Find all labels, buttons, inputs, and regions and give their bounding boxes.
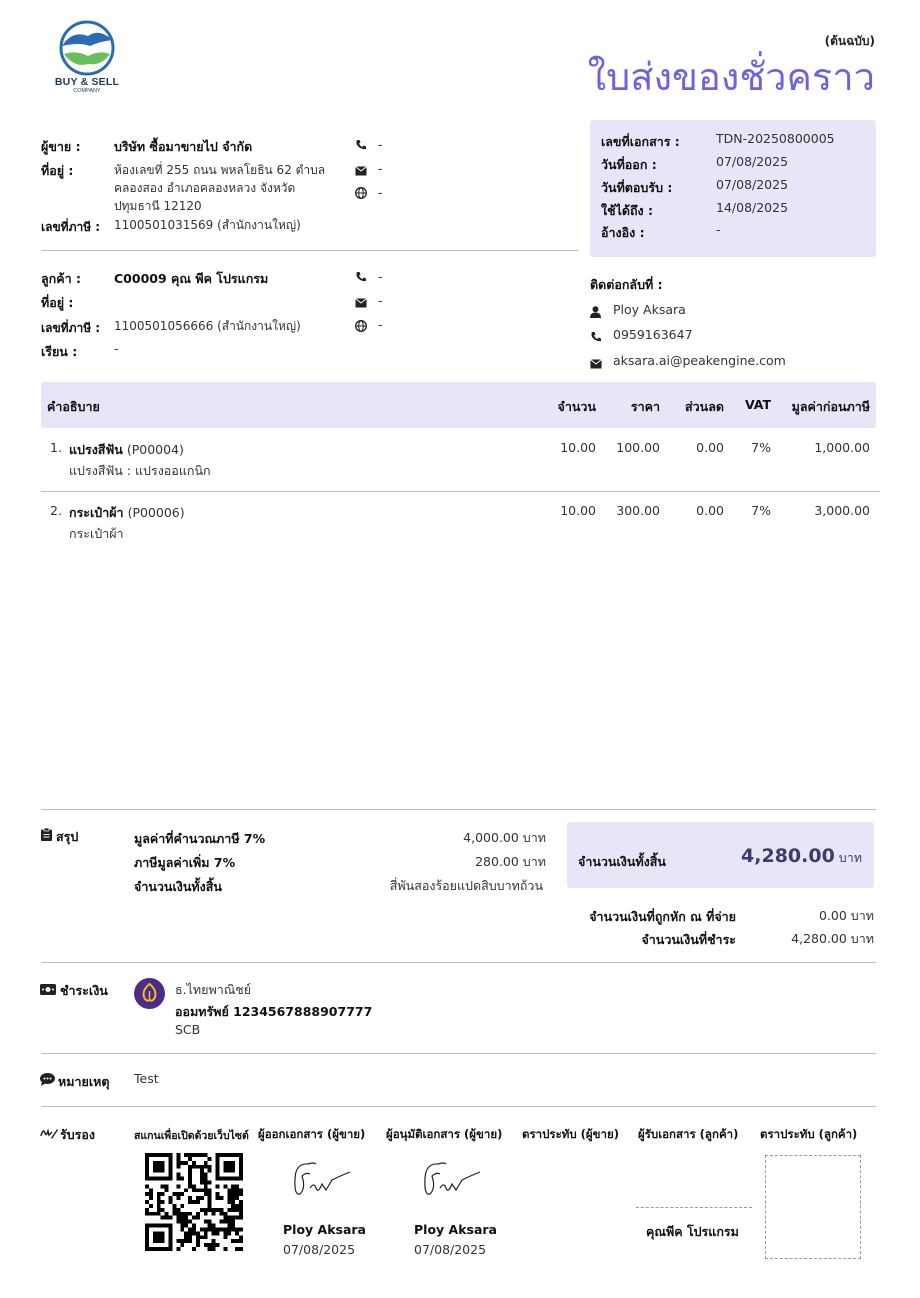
email-icon — [355, 164, 367, 179]
col-amount-header: มูลค่าก่อนภาษี — [791, 399, 870, 414]
row-number: 2. — [50, 503, 62, 518]
row-title — [69, 440, 184, 460]
reference-label: อ้างอิง : — [601, 225, 645, 240]
receiver-signature-line — [636, 1207, 752, 1208]
col-desc-header: คำอธิบาย — [47, 399, 100, 414]
grand-total-label: จำนวนเงินทั้งสิ้น — [578, 854, 666, 869]
phone-icon — [590, 331, 602, 346]
col-vat-header: VAT — [744, 397, 771, 412]
item-amount: 3,000.00 — [814, 503, 870, 518]
item-code: (P00006) — [127, 505, 185, 520]
reference: - — [716, 222, 721, 237]
email-icon — [355, 296, 367, 311]
reply-date: 07/08/2025 — [716, 177, 789, 192]
seller-divider — [41, 250, 578, 251]
bank-code: SCB — [175, 1022, 201, 1037]
seller-phone: - — [378, 137, 383, 152]
customer-stamp-label: ตราประทับ (ลูกค้า) — [760, 1127, 858, 1141]
signature-label: รับรอง — [60, 1127, 95, 1142]
customer-web: - — [378, 317, 383, 332]
customer-attn: - — [114, 341, 119, 356]
approver-name: Ploy Aksara — [414, 1222, 497, 1237]
document-title: ใบส่งของชั่วคราว — [587, 55, 875, 99]
withholding-label: จำนวนเงินที่ถูกหัก ณ ที่จ่าย — [589, 909, 736, 924]
approver-signature-image — [418, 1158, 484, 1205]
seller-tax-label: เลขที่ภาษี : — [41, 220, 101, 234]
item-code: (P00004) — [126, 442, 184, 457]
logo-line1: BUY & SELL — [54, 76, 120, 88]
item-name: กระเป๋าผ้า — [69, 505, 124, 520]
company-logo — [48, 20, 126, 98]
item-price: 300.00 — [616, 503, 660, 518]
approver-date: 07/08/2025 — [414, 1242, 487, 1257]
item-description: กระเป๋าผ้า — [69, 526, 124, 541]
issue-date: 07/08/2025 — [716, 154, 789, 169]
row-title — [69, 503, 185, 523]
issuer-date: 07/08/2025 — [283, 1242, 356, 1257]
payment-label: ชำระเงิน — [60, 983, 108, 998]
issue-date-label: วันที่ออก : — [601, 157, 657, 172]
seller-tax: 1100501031569 (สำนักงานใหญ่) — [114, 218, 301, 232]
item-vat: 7% — [751, 440, 771, 455]
issuer-label: ผู้ออกเอกสาร (ผู้ขาย) — [258, 1127, 366, 1141]
doc-number-label: เลขที่เอกสาร : — [601, 134, 680, 149]
seller-name-label: ผู้ขาย : — [41, 139, 81, 154]
item-name: แปรงสีฟัน — [69, 442, 123, 457]
valid-date-label: ใช้ได้ถึง : — [601, 203, 654, 218]
note-divider — [41, 1053, 876, 1054]
approver-label: ผู้อนุมัติเอกสาร (ผู้ขาย) — [386, 1127, 503, 1141]
total-words: สี่พันสองร้อยแปดสิบบาทถ้วน — [389, 878, 543, 893]
contact-title: ติดต่อกลับที่ : — [590, 277, 663, 292]
bank-logo-icon — [134, 978, 165, 1012]
receiver-name: คุณพีค โปรแกรม — [646, 1224, 739, 1239]
copy-type: (ต้นฉบับ) — [824, 34, 875, 48]
seller-email: - — [378, 161, 383, 176]
row-divider — [41, 491, 880, 492]
grand-total — [741, 845, 862, 868]
comment-icon — [40, 1073, 55, 1089]
item-description: แปรงสีฟัน : แปรงออแกนิก — [69, 463, 211, 478]
clipboard-icon — [41, 828, 52, 844]
vat-label: ภาษีมูลค่าเพิ่ม 7% — [134, 855, 236, 870]
email-icon — [590, 357, 602, 372]
qr-code[interactable] — [145, 1153, 243, 1251]
valid-date: 14/08/2025 — [716, 200, 789, 215]
vat-value: 280.00 บาท — [475, 854, 546, 869]
payable-value: 4,280.00 บาท — [791, 931, 874, 946]
logo-line2: COMPANY — [73, 88, 101, 94]
globe-icon — [355, 187, 367, 202]
money-icon — [40, 983, 56, 998]
payable-label: จำนวนเงินที่ชำระ — [641, 932, 736, 947]
item-qty: 10.00 — [560, 440, 596, 455]
total-label: จำนวนเงินทั้งสิ้น — [134, 879, 222, 894]
col-discount-header: ส่วนลด — [685, 399, 724, 414]
doc-number: TDN-20250800005 — [716, 131, 835, 146]
customer-email: - — [378, 293, 383, 308]
vatable-label: มูลค่าที่คำนวณภาษี 7% — [134, 831, 266, 846]
item-price: 100.00 — [616, 440, 660, 455]
vatable-value: 4,000.00 บาท — [463, 830, 546, 845]
signature-divider — [41, 1106, 876, 1107]
receiver-label: ผู้รับเอกสาร (ลูกค้า) — [638, 1127, 739, 1141]
handshake-logo-icon — [48, 20, 126, 76]
note-text: Test — [134, 1071, 159, 1086]
item-discount: 0.00 — [696, 503, 724, 518]
customer-stamp-box — [765, 1155, 861, 1259]
grand-total-value: 4,280.00 — [741, 845, 835, 867]
seller-name: บริษัท ซื้อมาขายไป จำกัด — [114, 139, 253, 154]
customer-name: C00009 คุณ พีค โปรแกรม — [114, 271, 269, 286]
issuer-name: Ploy Aksara — [283, 1222, 366, 1237]
item-amount: 1,000.00 — [814, 440, 870, 455]
signature-icon — [40, 1127, 58, 1142]
item-qty: 10.00 — [560, 503, 596, 518]
contact-email: aksara.ai@peakengine.com — [613, 353, 786, 368]
grand-total-unit: บาท — [838, 850, 862, 865]
summary-label: สรุป — [56, 829, 79, 844]
contact-name: Ploy Aksara — [613, 302, 686, 317]
seller-address-label: ที่อยู่ : — [41, 163, 74, 178]
col-price-header: ราคา — [630, 399, 660, 414]
item-vat: 7% — [751, 503, 771, 518]
customer-name-label: ลูกค้า : — [41, 271, 81, 286]
customer-tax: 1100501056666 (สำนักงานใหญ่) — [114, 319, 301, 333]
reply-date-label: วันที่ตอบรับ : — [601, 180, 673, 195]
customer-attn-label: เรียน : — [41, 344, 78, 359]
item-discount: 0.00 — [696, 440, 724, 455]
user-icon — [590, 306, 601, 321]
bank-name: ธ.ไทยพาณิชย์ — [175, 982, 252, 997]
seller-address-line1: ห้องเลขที่ 255 ถนน พหลโยธิน 62 ตำบล — [114, 163, 326, 177]
contact-phone: 0959163647 — [613, 327, 693, 342]
row-number: 1. — [50, 440, 62, 455]
issuer-signature-image — [288, 1158, 354, 1205]
note-label: หมายเหตุ — [58, 1074, 110, 1089]
customer-tax-label: เลขที่ภาษี : — [41, 321, 101, 335]
customer-address-label: ที่อยู่ : — [41, 295, 74, 310]
scan-label: สแกนเพื่อเปิดด้วยเว็บไซต์ — [134, 1130, 249, 1142]
col-qty-header: จำนวน — [557, 399, 596, 414]
customer-phone: - — [378, 269, 383, 284]
bank-account: ออมทรัพย์ 1234567888907777 — [175, 1004, 373, 1019]
payment-divider — [41, 962, 876, 963]
seller-web: - — [378, 185, 383, 200]
phone-icon — [355, 139, 367, 154]
seller-address-line3: ปทุมธานี 12120 — [114, 199, 202, 213]
summary-divider — [41, 809, 876, 810]
globe-icon — [355, 320, 367, 335]
withholding-value: 0.00 บาท — [819, 908, 874, 923]
seller-stamp-label: ตราประทับ (ผู้ขาย) — [522, 1127, 619, 1141]
phone-icon — [355, 271, 367, 286]
seller-address-line2: คลองสอง อำเภอคลองหลวง จังหวัด — [114, 181, 296, 195]
